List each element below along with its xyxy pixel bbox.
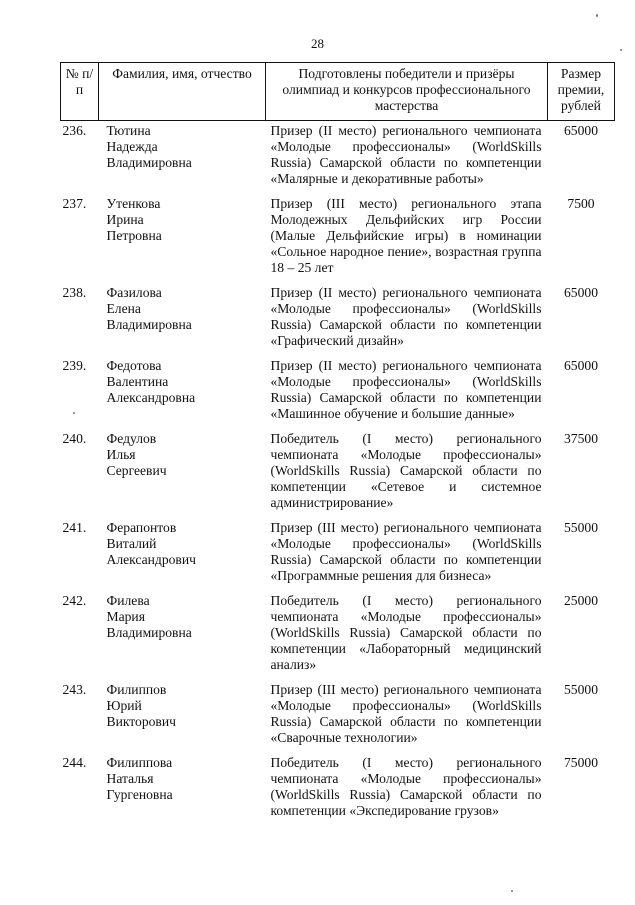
patronymic: Александрович: [106, 552, 196, 567]
award-amount: 37500: [564, 431, 598, 446]
row-number: 243.: [62, 682, 87, 697]
first-name: Виталий: [106, 536, 157, 551]
row-number: 237.: [62, 196, 87, 211]
award-amount: 55000: [564, 682, 598, 697]
scan-speck: [620, 49, 622, 51]
first-name: Илья: [106, 447, 136, 462]
table-header: [61, 63, 615, 121]
first-name: Валентина: [106, 374, 169, 389]
achievement-description: Призер (II место) регионального чемпионата «Молодые профессионалы» (WorldSkills Russia) Самарской области по компетенции «Малярные и декоративные работы»: [270, 123, 542, 186]
first-name: Ирина: [106, 212, 144, 227]
award-amount: 7500: [567, 196, 595, 211]
achievement-description: Призер (II место) регионального чемпионата «Молодые профессионалы» (WorldSkills Russia) Самарской области по компетенции «Машинное обучение и большие данные»: [270, 358, 542, 421]
award-amount: 65000: [564, 358, 598, 373]
scan-speck: [73, 412, 75, 414]
patronymic: Александровна: [106, 390, 196, 405]
person-name: [99, 431, 266, 520]
achievement-description: Победитель (I место) регионального чемпионата «Молодые профессионалы» (WorldSkills Russia) Самарской области по компетенции «Экспедирование грузов»: [270, 755, 542, 818]
surname: Ферапонтов: [106, 520, 177, 535]
person-name: [99, 682, 266, 755]
patronymic: Владимировна: [106, 317, 192, 332]
person-name: [99, 755, 266, 828]
award-amount: 25000: [564, 593, 598, 608]
person-name: [99, 520, 266, 593]
patronymic: Владимировна: [106, 155, 192, 170]
first-name: Мария: [106, 609, 145, 624]
person-name: [99, 285, 266, 358]
table-row: [61, 755, 615, 828]
achievement-description: Призер (II место) регионального чемпионата «Молодые профессионалы» (WorldSkills Russia) Самарской области по компетенции «Графический дизайн»: [270, 285, 542, 348]
row-number: 240.: [62, 431, 87, 446]
table-row: [61, 520, 615, 593]
table-row: [61, 431, 615, 520]
patronymic: Владимировна: [106, 625, 192, 640]
table-row: [61, 358, 615, 431]
patronymic: Гургеновна: [106, 787, 173, 802]
row-number: 238.: [62, 285, 87, 300]
surname: Филева: [106, 593, 150, 608]
patronymic: Викторович: [106, 714, 176, 729]
award-amount: 55000: [564, 520, 598, 535]
table-row: [61, 285, 615, 358]
awards-table: [60, 62, 615, 828]
first-name: Юрий: [106, 698, 142, 713]
surname: Тютина: [106, 123, 151, 138]
row-number: 241.: [62, 520, 87, 535]
achievement-description: Призер (III место) регионального чемпионата «Молодые профессионалы» (WorldSkills Russia) Самарской области по компетенции «Сварочные технологии»: [270, 682, 542, 745]
surname: Филиппов: [106, 682, 167, 697]
table-row: [61, 121, 615, 197]
scan-speck: [511, 890, 513, 892]
table-row: [61, 196, 615, 285]
table-body: [61, 121, 615, 829]
person-name: [99, 593, 266, 682]
row-number: 236.: [62, 123, 87, 138]
page-number: 28: [311, 36, 324, 51]
first-name: Елена: [106, 301, 141, 316]
achievement-description: Победитель (I место) регионального чемпионата «Молодые профессионалы» (WorldSkills Russia) Самарской области по компетенции «Сетевое и системное администрирование»: [270, 431, 542, 510]
achievement-description: Призер (III место) регионального этапа Молодежных Дельфийских игр России (Малые Дельфийские игры) в номинации «Сольное народное пение», возрастная группа 18 – 25 лет: [270, 196, 542, 275]
award-amount: 65000: [564, 123, 598, 138]
scan-speck: [596, 14, 598, 17]
row-number: 239.: [62, 358, 87, 373]
header-award: Размер премии, рублей: [548, 63, 615, 121]
person-name: [99, 358, 266, 431]
award-amount: 75000: [564, 755, 598, 770]
person-name: [99, 121, 266, 197]
first-name: Наталья: [106, 771, 154, 786]
achievement-description: Победитель (I место) регионального чемпионата «Молодые профессионалы» (WorldSkills Russia) Самарской области по компетенции «Лабораторный медицинский анализ»: [270, 593, 542, 672]
first-name: Надежда: [106, 139, 158, 154]
patronymic: Петровна: [106, 228, 162, 243]
surname: Федулов: [106, 431, 157, 446]
header-name: Фамилия, имя, отчество: [99, 63, 266, 121]
header-description: Подготовлены победители и призёры олимпиад и конкурсов профессионального мастерства: [266, 63, 548, 121]
achievement-description: Призер (III место) регионального чемпионата «Молодые профессионалы» (WorldSkills Russia) Самарской области по компетенции «Программные решения для бизнеса»: [270, 520, 542, 583]
person-name: [99, 196, 266, 285]
row-number: 242.: [62, 593, 87, 608]
surname: Утенкова: [106, 196, 161, 211]
patronymic: Сергеевич: [106, 463, 167, 478]
surname: Фазилова: [106, 285, 162, 300]
table-row: [61, 593, 615, 682]
award-amount: 65000: [564, 285, 598, 300]
table-row: [61, 682, 615, 755]
surname: Федотова: [106, 358, 162, 373]
header-num: № п/п: [61, 63, 99, 121]
awards-table-container: [60, 62, 605, 828]
row-number: 244.: [62, 755, 87, 770]
surname: Филиппова: [106, 755, 173, 770]
